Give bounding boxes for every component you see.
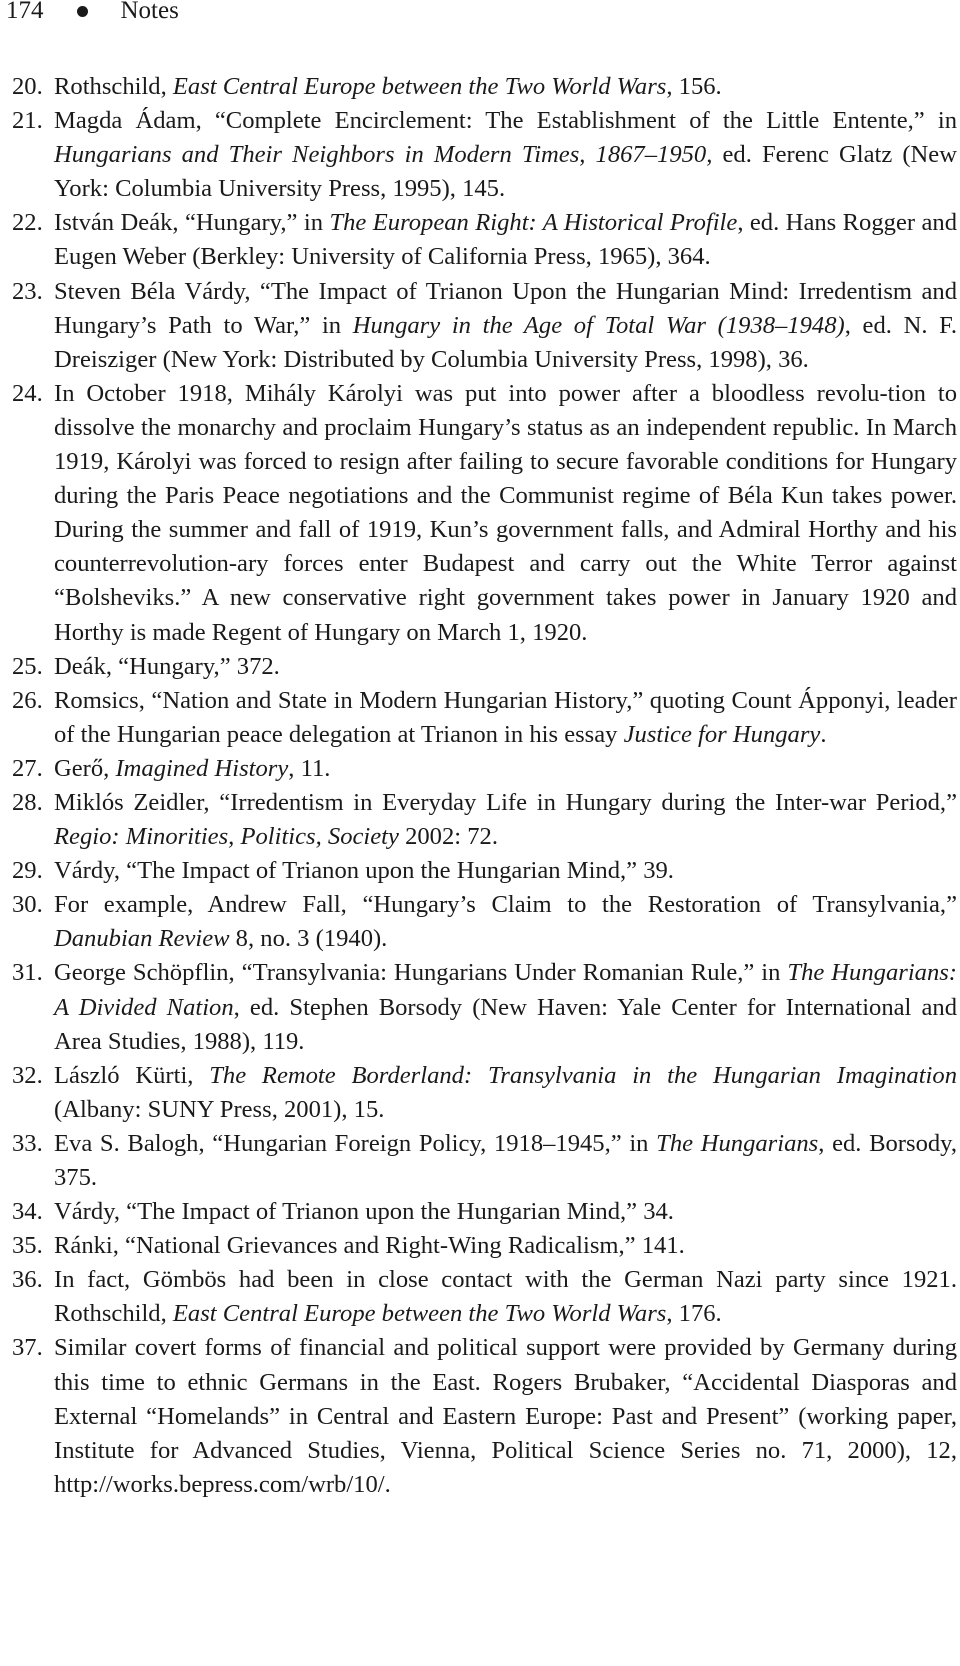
note-number: 35. (12, 1232, 43, 1260)
note-item (12, 377, 957, 650)
note-item (12, 786, 957, 854)
note-text (54, 1266, 957, 1327)
italic-title: Imagined History (115, 754, 289, 782)
note-text-segment: In October 1918, Mihály Károlyi was put into power after a bloodless revolu-tion to dissolve the monarchy and proclaim Hungary’s status as an independent republic. In March 1919, Károlyi was forced to resign after failing to secure favorable conditions for Hungary during the Paris Peace negotiations and the Communist regime of Béla Kun takes power. During the summer and fall of 1919, Kun’s government falls, and Admiral Horthy and his counterrevolution-ary forces enter Budapest and carry out the White Terror against “Bolsheviks.” A new conservative right government takes power in January 1920 and Horthy is made Regent of Hungary on March 1, 1920. (54, 379, 957, 646)
note-text-segment: George Schöpflin, “Transylvania: Hungarians Under Romanian Rule,” in (54, 959, 788, 987)
note-text-segment: Eva S. Balogh, “Hungarian Foreign Policy, 1918–1945,” in (54, 1129, 657, 1157)
running-head: Notes (120, 0, 179, 24)
note-text-segment: Miklós Zeidler, “Irredentism in Everyday Life in Hungary during the Inter-war Period,” (54, 788, 957, 816)
note-item (12, 1263, 957, 1331)
note-text-segment: Rothschild, (54, 73, 173, 100)
note-item (12, 854, 957, 888)
note-text (54, 73, 722, 100)
note-text-segment: Ránki, “National Grievances and Right-Wing Radicalism,” 141. (54, 1232, 685, 1260)
note-item (12, 752, 957, 786)
note-number: 30. (12, 891, 43, 919)
note-text-segment: István Deák, “Hungary,” in (54, 209, 330, 237)
note-text-segment: (Albany: SUNY Press, 2001), 15. (54, 1095, 385, 1123)
italic-title: East Central Europe between the Two World Wars (172, 1300, 667, 1328)
note-text (54, 1334, 957, 1497)
note-text-segment: , ed. Stephen Borsody (New Haven: Yale Center for International and Area Studies, 1988), 119. (54, 993, 957, 1055)
note-text (54, 1130, 957, 1191)
note-number: 34. (12, 1198, 43, 1226)
note-item (12, 1059, 957, 1127)
page-number: 174 (6, 0, 44, 24)
note-number: 22. (12, 209, 43, 237)
note-item (12, 1331, 957, 1501)
note-text-segment: 2002: 72. (398, 823, 498, 851)
note-text-segment: Similar covert forms of financial and political support were provided by Germany during this time to ethnic Germans in the East. Rogers Brubaker, “Accidental Diasporas and External “Homelands” in Central and Eastern Europe: Past and Present” (working paper, Institute for Advanced Studies, Vienna, Political Science Series no. 71, 2000), 12, http://works.bepress.com/wrb/10/. (54, 1334, 957, 1498)
note-text (54, 687, 957, 748)
note-number: 28. (12, 788, 43, 816)
note-item (12, 1127, 957, 1195)
note-item (12, 70, 957, 104)
note-item (12, 104, 957, 206)
note-text-segment: , 156. (666, 73, 722, 100)
note-text-segment: 8, no. 3 (1940). (229, 925, 388, 953)
note-text-segment: László Kürti, (54, 1061, 210, 1089)
note-text (54, 653, 280, 680)
italic-title: Justice for Hungary (623, 720, 821, 748)
note-text-segment: , ed. Hans Rogger and Eugen Weber (Berkley: University of California Press, 1965), 364. (54, 209, 957, 271)
italic-title: Hungarians and Their Neighbors in Modern Times, 1867–1950, (54, 141, 713, 169)
italic-title: Regio: Minorities, Politics, Society (54, 823, 399, 851)
italic-title: East Central Europe between the Two World Wars (172, 73, 667, 100)
note-text-segment: Magda Ádam, “Complete Encirclement: The Establishment of the Little Entente,” in (54, 107, 957, 135)
note-number: 26. (12, 686, 43, 714)
notes-list (12, 70, 957, 1502)
note-text-segment: Gerő, (54, 754, 116, 782)
note-text (54, 1198, 674, 1225)
page-header (6, 0, 179, 26)
note-text-segment: For example, Andrew Fall, “Hungary’s Claim to the Restoration of Transylvania,” (54, 891, 957, 919)
note-item (12, 275, 957, 377)
note-text-segment: In fact, Gömbös had been in close contact with the German Nazi party since 1921. Rothschild, (54, 1266, 957, 1328)
note-text-segment: Romsics, “Nation and State in Modern Hungarian History,” quoting Count Ápponyi, leader of the Hungarian peace delegation at Trianon in his essay (54, 686, 957, 748)
note-text (54, 209, 957, 270)
note-text (54, 380, 957, 646)
note-item (12, 684, 957, 752)
note-text (54, 1062, 957, 1123)
note-number: 25. (12, 652, 43, 680)
note-text-segment: ed. Ferenc Glatz (New York: Columbia University Press, 1995), 145. (54, 141, 957, 203)
note-item (12, 206, 957, 274)
note-text (54, 107, 957, 202)
note-text (54, 891, 957, 952)
italic-title: The Hungarians: A Divided Nation (54, 959, 958, 1021)
note-text (54, 789, 957, 850)
note-item (12, 1195, 957, 1229)
note-number: 32. (12, 1061, 43, 1089)
note-number: 37. (12, 1334, 43, 1362)
note-text-segment: , ed. Borsody, 375. (54, 1129, 958, 1191)
italic-title: Hungary in the Age of Total War (1938–1948) (352, 311, 845, 339)
note-text-segment: , 11. (288, 754, 331, 782)
note-text-segment: Várdy, “The Impact of Trianon upon the Hungarian Mind,” 34. (54, 1198, 674, 1226)
note-item (12, 1229, 957, 1263)
note-text (54, 1232, 685, 1259)
note-text-segment: , ed. N. F. Dreisziger (New York: Distributed by Columbia University Press, 1998), 36. (54, 311, 957, 373)
note-text-segment: , 176. (666, 1300, 722, 1328)
italic-title: The Remote Borderland: Transylvania in the Hungarian Imagination (209, 1061, 957, 1089)
note-item (12, 888, 957, 956)
italic-title: The European Right: A Historical Profile (329, 209, 738, 237)
note-number: 20. (12, 73, 43, 100)
note-text-segment: Várdy, “The Impact of Trianon upon the Hungarian Mind,” 39. (54, 857, 674, 885)
note-text (54, 278, 957, 373)
note-item (12, 650, 957, 684)
note-number: 29. (12, 857, 43, 885)
note-number: 36. (12, 1266, 43, 1294)
note-item (12, 956, 957, 1058)
note-text-segment: Deák, “Hungary,” 372. (54, 652, 280, 680)
note-text-segment: . (820, 720, 827, 748)
note-text-segment: Steven Béla Várdy, “The Impact of Trianon Upon the Hungarian Mind: Irredentism and Hungary’s Path to War,” in (54, 277, 957, 339)
note-text (54, 755, 330, 782)
italic-title: Danubian Review (54, 925, 230, 953)
note-number: 27. (12, 754, 43, 782)
note-number: 33. (12, 1129, 43, 1157)
note-number: 31. (12, 959, 43, 987)
note-text (54, 857, 674, 884)
note-number: 24. (12, 379, 43, 407)
note-number: 23. (12, 277, 43, 305)
italic-title: The Hungarians (656, 1129, 819, 1157)
note-text (54, 959, 957, 1054)
bullet-icon (77, 6, 88, 17)
note-number: 21. (12, 107, 43, 135)
